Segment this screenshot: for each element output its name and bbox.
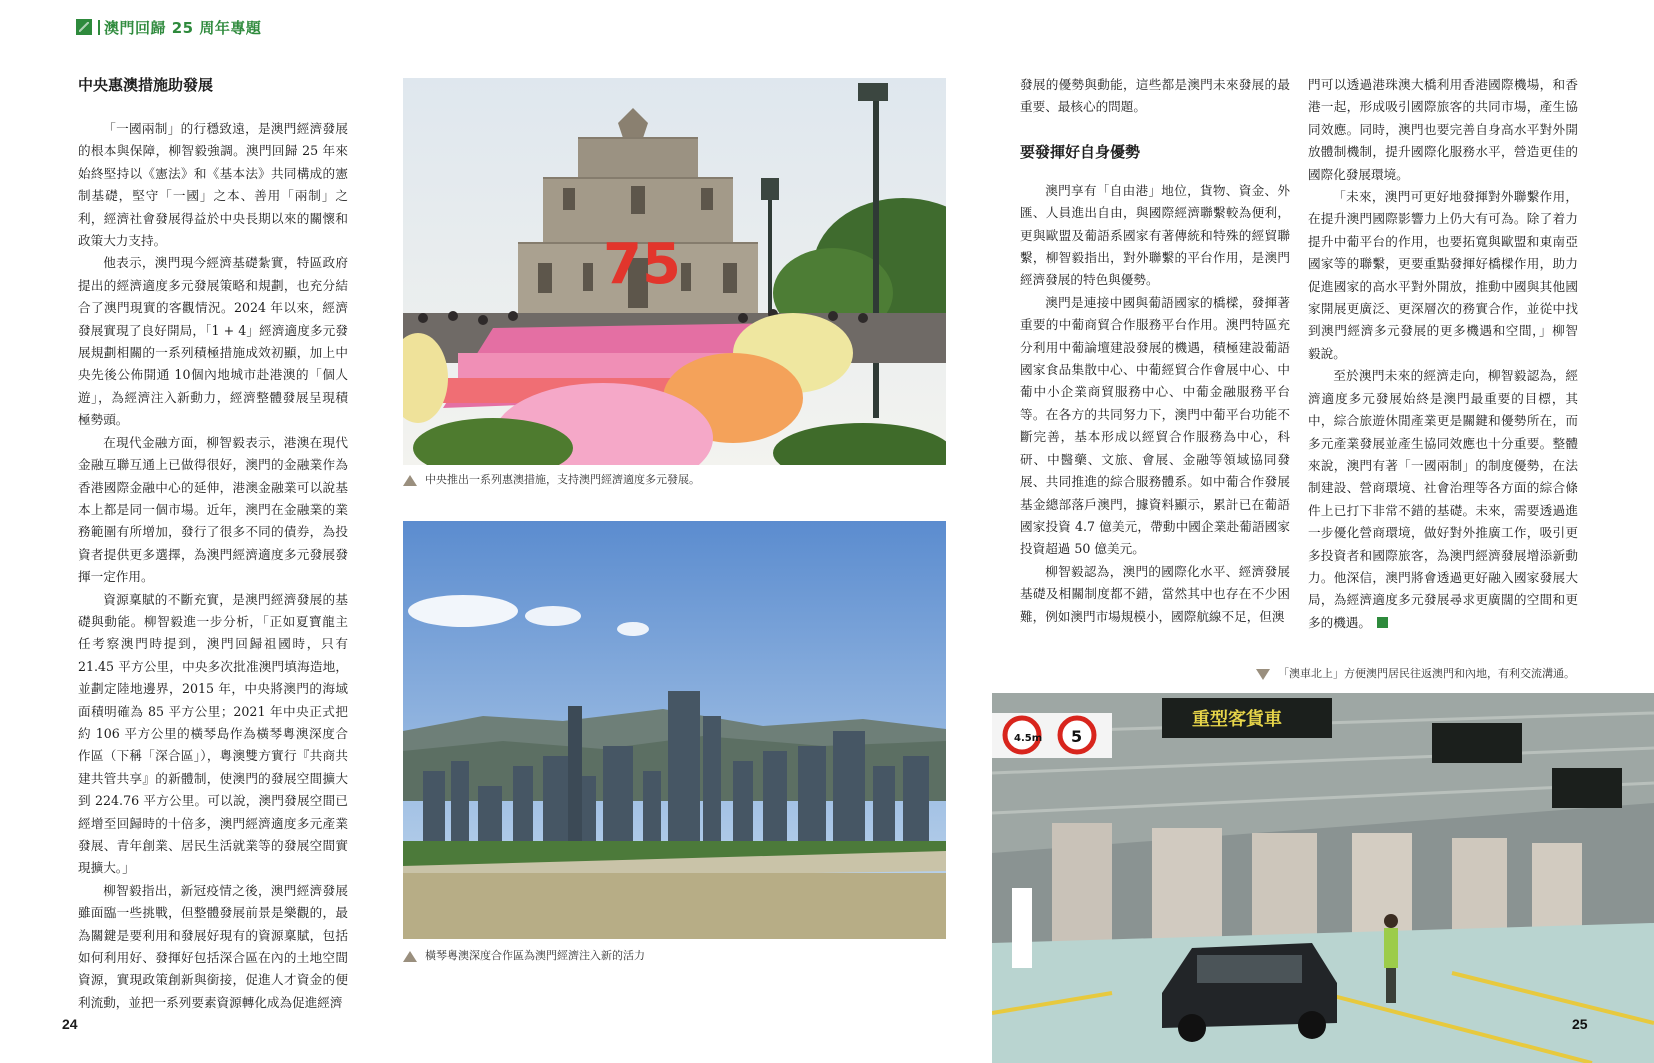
caption-triangle-icon xyxy=(1256,669,1270,680)
caption-text: 橫琴粵澳深度合作區為澳門經濟注入新的活力 xyxy=(425,949,645,962)
lane-sign-text: 重型客貨車 xyxy=(1192,709,1282,730)
caption-border-crossing xyxy=(1256,666,1575,682)
caption-text: 「澳車北上」方便澳門居民往返澳門和內地，有利交流溝通。 xyxy=(1278,667,1575,680)
photo-hengqin-skyline xyxy=(403,521,946,939)
photo-border-checkpoint xyxy=(992,693,1654,1063)
svg-text:4.5m: 4.5m xyxy=(1014,733,1043,744)
header-divider xyxy=(98,20,100,35)
paragraph: 「未來，澳門可更好地發揮對外聯繫作用，在提升澳門國際影響力上仍大有可為。除了着力提升中葡平台的作用，也要拓寬與歐盟和東南亞國家等的聯繫，更要重點發揮好橋樑作用，助力促進國家的高水平對外開放，推動中國與其他國家開展更廣泛、更深層次的務實合作，並從中找到澳門經濟多元發展的更多機遇和空間，」柳智毅說。 xyxy=(1308,189,1578,361)
photo-ruins-of-st-pauls xyxy=(403,78,946,465)
anniversary-75-sign: 75 xyxy=(603,232,681,297)
caption-triangle-icon xyxy=(403,475,417,486)
paragraph: 澳門是連接中國與葡語國家的橋樑，發揮著重要的中葡商貿合作服務平台作用。澳門特區充分利用中葡論壇建設發展的機遇，積極建設葡語國家食品集散中心、中葡經貿合作會展中心、中葡中小企業商貿服務中心、中葡金融服務平台等。在各方的共同努力下，澳門中葡平台功能不斷完善，基本形成以經貿合作服務為中心，科研、中醫藥、文旅、會展、金融等領域協同發展、共同推進的綜合服務體系。如中葡合作發展基金總部落戶澳門，據資料顯示，累計已在葡語國家投資 4.7 億美元，帶動中國企業赴葡語國家投資超過 50 億美元。 xyxy=(1020,294,1290,557)
paragraph: 「一國兩制」的行穩致遠，是澳門經濟發展的根本與保障，柳智毅強調。澳門回歸 25 年來始終堅持以《憲法》和《基本法》共同構成的憲制基礎，堅守「一國」之本、善用「兩制」之利，經濟社會發展得益於中央長期以來的關懷和政策大力支持。 xyxy=(78,121,348,249)
article-column-3 xyxy=(1020,74,1290,628)
article-column-4 xyxy=(1308,74,1578,634)
magazine-logo-icon xyxy=(76,19,92,35)
subheading-own-advantages: 要發揮好自身優勢 xyxy=(1020,142,1141,161)
paragraph-continued: 門可以透過港珠澳大橋利用香港國際機場，和香港一起，形成吸引國際旅客的共同市場，產生協同效應。同時，澳門也要完善自身高水平對外開放體制機制，提升國際化服務水平，營造更佳的國際化發展環境。 xyxy=(1308,77,1578,182)
page-header xyxy=(76,16,261,38)
paragraph: 澳門享有「自由港」地位，貨物、資金、外匯、人員進出自由，與國際經濟聯繫較為便利，更與歐盟及葡語系國家有著傳統和特殊的經貿聯繫，柳智毅指出，對外聯繫的平台作用，是澳門經濟發展的特色與優勢。 xyxy=(1020,182,1290,288)
subheading-central-measures: 中央惠澳措施助發展 xyxy=(78,76,214,94)
section-title: 澳門回歸 25 周年專題 xyxy=(104,18,262,37)
paragraph: 柳智毅認為，澳門的國際化水平、經濟發展基礎及相關制度都不錯，當然其中也存在不少困難，例如澳門市場規模小，國際航線不足，但澳 xyxy=(1020,563,1290,624)
paragraph: 在現代金融方面，柳智毅表示，港澳在現代金融互聯互通上已做得很好，澳門的金融業作為香港國際金融中心的延伸，港澳金融業可以說基本上都是同一個市場。近年，澳門在金融業的業務範圍有所增加，發行了很多不同的債券，為投資者提供更多選擇，為澳門經濟適度多元發展發揮一定作用。 xyxy=(78,434,348,585)
caption-text: 中央推出一系列惠澳措施，支持澳門經濟適度多元發展。 xyxy=(425,473,700,486)
caption-ruins xyxy=(403,472,700,488)
article-column-1 xyxy=(78,74,348,1014)
paragraph: 柳智毅指出，新冠疫情之後，澳門經濟發展雖面臨一些挑戰，但整體發展前景是樂觀的，最為關鍵是要利用和發展好現有的資源稟賦，包括如何利用好、發揮好包括深合區在內的土地空間資源，實現政策創新與銜接，促進人才資金的便利流動，並把一系列要素資源轉化成為促進經濟 xyxy=(78,882,348,1010)
paragraph-continued: 發展的優勢與動能，這些都是澳門未來發展的最重要、最核心的問題。 xyxy=(1020,77,1290,115)
caption-hengqin xyxy=(403,948,645,964)
closing-paragraph-text: 至於澳門未來的經濟走向，柳智毅認為，經濟適度多元發展始終是澳門最重要的目標，其中，綜合旅遊休閒產業更是關鍵和優勢所在，而多元產業發展並產生協同效應也十分重要。整體來說，澳門有著「一國兩制」的制度優勢，在法制建設、營商環境、社會治理等各方面的綜合條件上已打下非常不錯的基礎。未來，需要透過進一步優化營商環境，做好對外推廣工作，吸引更多投資者和國際旅客，為澳門經濟發展增添新動力。他深信，澳門將會透過更好融入國家發展大局，為經濟適度多元發展尋求更廣闊的空間和更多的機遇。 xyxy=(1308,368,1578,630)
svg-text:5: 5 xyxy=(1071,727,1083,746)
paragraph: 資源稟賦的不斷充實，是澳門經濟發展的基礎與動能。柳智毅進一步分析，「正如夏寶龍主任考察澳門時提到，澳門回歸祖國時，只有 21.45 平方公里，中央多次批准澳門填海造地，並劃定陸地邊界，2015 年，中央將澳門的海域面積明確為 85 平方公里；2021 年中央正式把約 106 平方公里的橫琴島作為橫琴粵澳深度合作區（下稱「深合區」），粵澳雙方實行『共商共建共管共享』的新體制，使澳門的發展空間擴大到 224.76 平方公里。可以說，澳門發展空間已經增至回歸時的十倍多，澳門經濟適度多元產業發展、青年創業、居民生活就業等的發展空間實現擴大。」 xyxy=(78,591,348,876)
page-number-left: 24 xyxy=(62,1016,78,1032)
paragraph xyxy=(1308,365,1578,634)
page-number-right: 25 xyxy=(1572,1016,1588,1032)
caption-triangle-icon xyxy=(403,951,417,962)
end-mark-icon xyxy=(1377,617,1388,628)
paragraph: 他表示，澳門現今經濟基礎紮實，特區政府提出的經濟適度多元發展策略和規劃，也充分結合了澳門現實的客觀情況。2024 年以來，經濟發展實現了良好開局，「1 + 4」經濟適度多元發展規劃相關的一系列積極措施成效初顯，加上中央先後公佈開通 10個內地城市赴港澳的「個人遊」，為經濟注入新動力，經濟整體發展呈現積極勢頭。 xyxy=(78,255,348,428)
